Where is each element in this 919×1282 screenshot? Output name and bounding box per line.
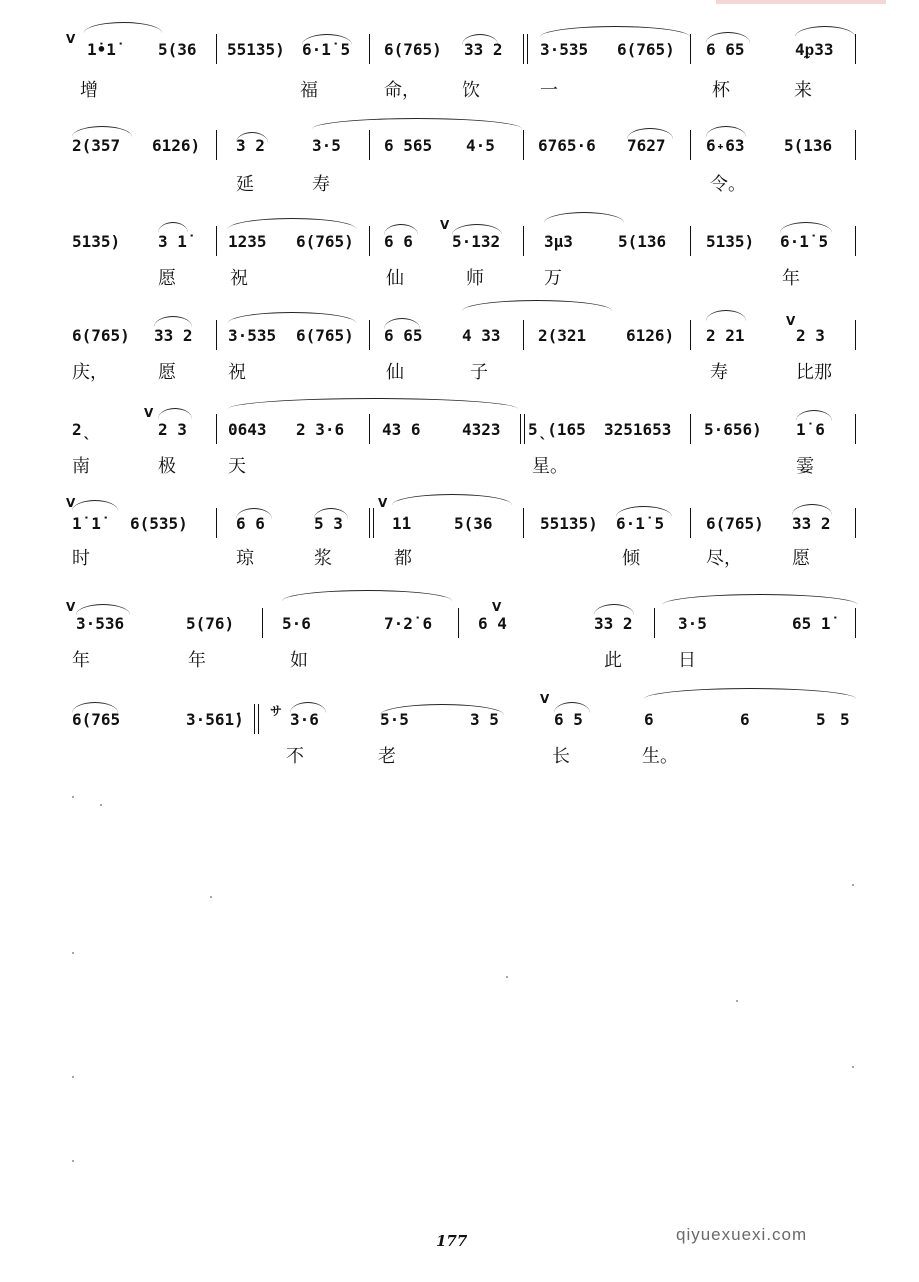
lyric-char: 令。 bbox=[710, 174, 746, 195]
slur bbox=[314, 508, 348, 519]
note-group: 3 1̇ bbox=[158, 232, 187, 251]
lyric-char: 子 bbox=[470, 362, 488, 383]
barline bbox=[216, 34, 217, 64]
note-group: 6·1̇ 5 bbox=[616, 514, 665, 533]
note-group: 6(765) bbox=[617, 40, 675, 59]
lyric-char: 师 bbox=[466, 268, 484, 289]
slur bbox=[780, 222, 832, 233]
slur bbox=[282, 590, 452, 601]
note-group: 3·5 bbox=[678, 614, 707, 633]
slur bbox=[662, 594, 858, 605]
note-group: 2 21 bbox=[706, 326, 745, 345]
lyric-char: 尽， bbox=[706, 548, 742, 569]
note-group: 4ᵱ33 bbox=[795, 40, 834, 59]
breath-mark-icon: V bbox=[66, 496, 76, 510]
notation-line-8 bbox=[0, 710, 919, 744]
note-group: 2 3 bbox=[158, 420, 187, 439]
slur bbox=[384, 318, 420, 329]
barline bbox=[855, 320, 856, 350]
lyric-char: 霎 bbox=[796, 456, 814, 477]
note-group: 3·535 bbox=[228, 326, 277, 345]
note-group: 4·5 bbox=[466, 136, 495, 155]
note-group: 3 2 bbox=[236, 136, 265, 155]
slur bbox=[384, 224, 418, 235]
barline bbox=[523, 508, 524, 538]
note-group: 6126) bbox=[626, 326, 675, 345]
note-group: 1̇1 bbox=[392, 514, 412, 533]
note-group: 3·6 bbox=[290, 710, 319, 729]
lyric-char: 祝 bbox=[230, 268, 248, 289]
slur bbox=[72, 126, 132, 137]
barline bbox=[690, 34, 691, 64]
notation-line-2 bbox=[0, 136, 919, 170]
breath-mark-icon: V bbox=[144, 406, 154, 420]
note-group: 3·561̇) bbox=[186, 710, 244, 729]
note-group: 5(136 bbox=[618, 232, 667, 251]
lyrics-line-7 bbox=[0, 646, 919, 672]
note-group: 6 6 bbox=[236, 514, 265, 533]
note-group: 3 5 bbox=[470, 710, 499, 729]
note-group: 2(357 bbox=[72, 136, 121, 155]
notation-line-5 bbox=[0, 420, 919, 454]
slur bbox=[228, 312, 356, 323]
lyric-char: 琼 bbox=[236, 548, 254, 569]
lyrics-line-5 bbox=[0, 452, 919, 478]
lyric-char: 命， bbox=[384, 80, 420, 101]
lyrics-line-6 bbox=[0, 544, 919, 570]
slur bbox=[554, 702, 590, 713]
slur bbox=[540, 26, 690, 37]
watermark: qiyuexuexi.com bbox=[676, 1225, 808, 1244]
note-group: 6 65 bbox=[384, 326, 423, 345]
barline bbox=[369, 34, 370, 64]
lyric-char: 愿 bbox=[158, 268, 176, 289]
note-group: 5(36 bbox=[454, 514, 493, 533]
slur bbox=[594, 604, 634, 615]
lyric-char: 此 bbox=[604, 650, 622, 671]
note-group: 5 3 bbox=[314, 514, 343, 533]
barline bbox=[216, 508, 217, 538]
lyric-char: 延 bbox=[236, 174, 254, 195]
note-group: 3·5 bbox=[312, 136, 341, 155]
note-group: 6(765) bbox=[72, 326, 130, 345]
lyrics-line-3 bbox=[0, 264, 919, 290]
lyric-char: 日 bbox=[678, 650, 696, 671]
barline bbox=[855, 508, 856, 538]
note-group: 3·535 bbox=[540, 40, 589, 59]
scan-speck bbox=[210, 896, 212, 898]
lyrics-line-1 bbox=[0, 76, 919, 102]
lyric-char: 愿 bbox=[792, 548, 810, 569]
slur bbox=[84, 22, 162, 33]
note-group: 5·656) bbox=[704, 420, 762, 439]
slur bbox=[236, 132, 268, 143]
note-group: 6 65 bbox=[706, 40, 745, 59]
note-group: 6 6 bbox=[384, 232, 413, 251]
barline bbox=[690, 226, 691, 256]
breath-mark-icon: V bbox=[786, 314, 796, 328]
barline bbox=[654, 608, 655, 638]
note-group: 33 2 bbox=[464, 40, 503, 59]
barline bbox=[523, 130, 524, 160]
lyric-char: 福 bbox=[300, 80, 318, 101]
barline bbox=[690, 508, 691, 538]
lyric-char: 浆 bbox=[314, 548, 332, 569]
slur bbox=[706, 126, 746, 137]
note-group: 5·6 bbox=[282, 614, 311, 633]
note-group: 6 4 bbox=[478, 614, 507, 633]
slur bbox=[154, 316, 192, 327]
note-group: 5135) bbox=[72, 232, 121, 251]
note-group: 33 2 bbox=[792, 514, 831, 533]
barline bbox=[690, 414, 691, 444]
barline bbox=[216, 226, 217, 256]
barline bbox=[216, 130, 217, 160]
breath-mark-icon: V bbox=[66, 600, 76, 614]
note-group: 1̇ 1̇ bbox=[72, 514, 101, 533]
note-group: 6·1̇ 5 bbox=[780, 232, 829, 251]
note-group: 6(765) bbox=[706, 514, 764, 533]
scan-speck bbox=[100, 804, 102, 806]
slur bbox=[544, 212, 624, 223]
lyric-char: 来 bbox=[794, 80, 812, 101]
scan-speck bbox=[72, 1076, 74, 1078]
barline bbox=[523, 320, 524, 350]
lyric-char: 饮 bbox=[462, 80, 480, 101]
note-group: 2(321 bbox=[538, 326, 587, 345]
note-group: 6(765) bbox=[384, 40, 442, 59]
slur bbox=[158, 222, 188, 233]
note-group: 2 3 bbox=[796, 326, 825, 345]
slur bbox=[616, 506, 672, 517]
note-group: 55135) bbox=[540, 514, 598, 533]
slur bbox=[312, 118, 522, 129]
lyric-char: 时 bbox=[72, 548, 90, 569]
note-group: 6(535) bbox=[130, 514, 188, 533]
slur bbox=[302, 34, 352, 45]
slur bbox=[792, 504, 832, 515]
note-group: 5 bbox=[816, 710, 826, 729]
slur bbox=[72, 500, 118, 511]
notation-line-1 bbox=[0, 40, 919, 74]
slur bbox=[462, 300, 612, 311]
slur bbox=[706, 310, 746, 321]
note-group: 55135) bbox=[227, 40, 285, 59]
breath-mark-icon: V bbox=[540, 692, 550, 706]
barline bbox=[690, 130, 691, 160]
slur bbox=[452, 224, 502, 235]
slur bbox=[644, 688, 856, 699]
note-group: 6·1̇ 5 bbox=[302, 40, 351, 59]
lyric-char: 寿 bbox=[710, 362, 728, 383]
slur bbox=[392, 494, 512, 505]
slur bbox=[795, 26, 855, 37]
barline bbox=[262, 608, 263, 638]
scan-speck bbox=[72, 952, 74, 954]
note-group: 5·5 bbox=[380, 710, 409, 729]
lyric-char: 星。 bbox=[532, 456, 568, 477]
slur bbox=[462, 34, 498, 45]
note-group: 4323 bbox=[462, 420, 501, 439]
lyric-char: 倾 bbox=[622, 548, 640, 569]
slur bbox=[796, 410, 832, 421]
lyric-char: 老 bbox=[378, 746, 396, 767]
note-group: 1̇ 6 bbox=[796, 420, 825, 439]
lyric-char: 仙 bbox=[386, 268, 404, 289]
note-group: 7·2̇ 6 bbox=[384, 614, 433, 633]
note-group: 0643 bbox=[228, 420, 267, 439]
note-group: 6˖63 bbox=[706, 136, 745, 155]
notation-line-7 bbox=[0, 614, 919, 648]
barline bbox=[690, 320, 691, 350]
lyric-char: 如 bbox=[290, 650, 308, 671]
lyric-char: 年 bbox=[188, 650, 206, 671]
note-group: 65 1̇ bbox=[792, 614, 831, 633]
slur bbox=[290, 702, 326, 713]
note-group: 6126) bbox=[152, 136, 201, 155]
barline-double bbox=[523, 34, 524, 64]
notation-line-3 bbox=[0, 232, 919, 266]
note-group: 2 3·6 bbox=[296, 420, 345, 439]
barline bbox=[216, 414, 217, 444]
slur bbox=[627, 128, 673, 139]
breath-mark-icon: V bbox=[378, 496, 388, 510]
note-group: 6 bbox=[644, 710, 654, 729]
slur bbox=[228, 398, 518, 409]
lyric-char: 长 bbox=[552, 746, 570, 767]
lyric-char: 愿 bbox=[158, 362, 176, 383]
barline bbox=[216, 320, 217, 350]
note-group: 6(765 bbox=[72, 710, 121, 729]
barline-double bbox=[520, 414, 521, 444]
lyric-char: 年 bbox=[72, 650, 90, 671]
note-group: 5(136 bbox=[784, 136, 833, 155]
note-group: 5(36 bbox=[158, 40, 197, 59]
lyric-char: 都 bbox=[394, 548, 412, 569]
barline bbox=[369, 130, 370, 160]
notation-line-4 bbox=[0, 326, 919, 360]
note-group: 6765·6 bbox=[538, 136, 596, 155]
slur bbox=[158, 408, 192, 419]
scan-speck bbox=[852, 1066, 854, 1068]
lyric-char: 极 bbox=[158, 456, 176, 477]
lyric-char: 寿 bbox=[312, 174, 330, 195]
note-group: 1̇•1̇ bbox=[87, 40, 116, 59]
lyric-char: 比那 bbox=[796, 362, 832, 383]
note-group: 3251653 bbox=[604, 420, 672, 439]
lyric-char: 年 bbox=[782, 268, 800, 289]
note-group: 6(765) bbox=[296, 326, 354, 345]
note-group: 5(76) bbox=[186, 614, 235, 633]
scan-speck bbox=[506, 976, 508, 978]
note-group: 5 bbox=[840, 710, 850, 729]
breath-mark-icon: V bbox=[66, 32, 76, 46]
barline bbox=[855, 226, 856, 256]
note-group: 6 565 bbox=[384, 136, 433, 155]
slur bbox=[228, 218, 356, 229]
breath-mark-icon: V bbox=[440, 218, 450, 232]
scan-speck bbox=[72, 796, 74, 798]
notation-line-6 bbox=[0, 514, 919, 548]
note-group: 1235 bbox=[228, 232, 267, 251]
lyric-char: 万 bbox=[544, 268, 562, 289]
note-group: 3µ3 bbox=[544, 232, 573, 251]
note-group: 2ˎ bbox=[72, 420, 92, 439]
lyric-char: 天 bbox=[228, 456, 246, 477]
lyrics-line-8 bbox=[0, 742, 919, 768]
breath-mark-icon: V bbox=[492, 600, 502, 614]
note-group: 33 2 bbox=[154, 326, 193, 345]
lyric-char: 南 bbox=[72, 456, 90, 477]
lyric-char: 杯 bbox=[712, 80, 730, 101]
note-group: 6 5 bbox=[554, 710, 583, 729]
slur bbox=[706, 32, 750, 43]
free-tempo-mark-icon: サ bbox=[270, 704, 283, 718]
slur bbox=[76, 604, 130, 615]
scan-speck bbox=[72, 1160, 74, 1162]
lyric-char: 祝 bbox=[228, 362, 246, 383]
barline bbox=[369, 414, 370, 444]
slur bbox=[72, 702, 118, 713]
barline-double bbox=[254, 704, 255, 734]
lyrics-line-4 bbox=[0, 358, 919, 384]
barline bbox=[369, 226, 370, 256]
scan-speck bbox=[736, 1000, 738, 1002]
barline bbox=[458, 608, 459, 638]
slur bbox=[380, 704, 504, 715]
scan-speck bbox=[852, 884, 854, 886]
slur bbox=[236, 508, 272, 519]
note-group: 5·132 bbox=[452, 232, 501, 251]
note-group: 43 6 bbox=[382, 420, 421, 439]
note-group: 5135) bbox=[706, 232, 755, 251]
lyric-char: 一 bbox=[540, 80, 558, 101]
barline-double bbox=[369, 508, 370, 538]
note-group: 6(765) bbox=[296, 232, 354, 251]
lyric-char: 庆， bbox=[72, 362, 108, 383]
note-group: 6 bbox=[740, 710, 750, 729]
lyrics-line-2 bbox=[0, 170, 919, 196]
note-group: 4 33 bbox=[462, 326, 501, 345]
barline bbox=[855, 130, 856, 160]
lyric-char: 生。 bbox=[642, 746, 678, 767]
note-group: 7627 bbox=[627, 136, 666, 155]
barline bbox=[855, 34, 856, 64]
note-group: 3·536 bbox=[76, 614, 125, 633]
lyric-char: 增 bbox=[80, 80, 98, 101]
barline bbox=[855, 414, 856, 444]
note-group: 33 2 bbox=[594, 614, 633, 633]
lyric-char: 不 bbox=[286, 746, 304, 767]
lyric-char: 仙 bbox=[386, 362, 404, 383]
page-number: 177 bbox=[436, 1232, 468, 1250]
barline bbox=[369, 320, 370, 350]
note-group: 5ˎ(165 bbox=[528, 420, 586, 439]
barline bbox=[855, 608, 856, 638]
barline bbox=[523, 226, 524, 256]
